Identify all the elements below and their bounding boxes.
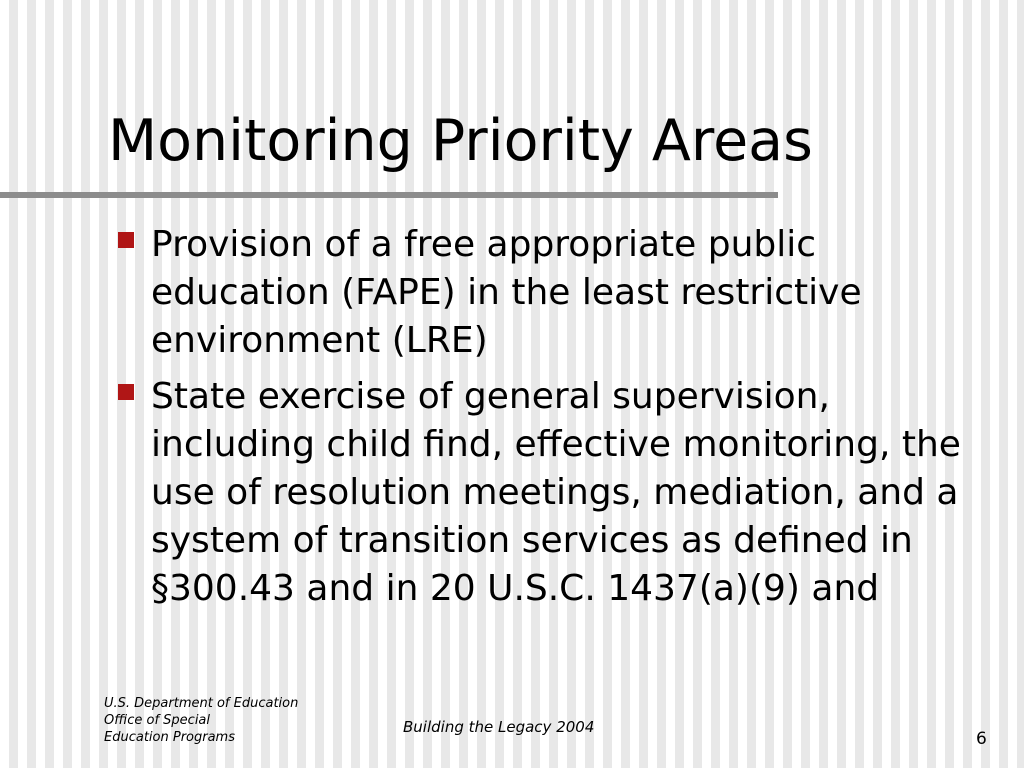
footer-org-line: Office of Special xyxy=(104,713,211,728)
footer-org-line: Education Programs xyxy=(104,730,235,745)
bullet-text: Provision of a free appropriate public education (FAPE) in the least restrictive environment (LRE) xyxy=(151,224,862,361)
slide-number: 6 xyxy=(976,729,987,749)
square-bullet-icon xyxy=(118,232,134,248)
square-bullet-icon xyxy=(118,384,134,400)
bullet-list xyxy=(118,221,998,621)
title-divider xyxy=(0,192,778,198)
bullet-item xyxy=(118,221,998,365)
bullet-text: State exercise of general supervision, including child find, effective monitoring, the use of resolution meetings, mediation, and a system of transition services as defined in §300.43 and in 20 U.S.C. 1437(a)(9) and xyxy=(151,376,961,609)
slide-title: Monitoring Priority Areas xyxy=(108,108,813,174)
bullet-item xyxy=(118,373,998,613)
footer-event-title: Building the Legacy 2004 xyxy=(403,718,595,736)
footer-organization xyxy=(104,695,298,746)
footer-org-line: U.S. Department of Education xyxy=(104,696,299,711)
